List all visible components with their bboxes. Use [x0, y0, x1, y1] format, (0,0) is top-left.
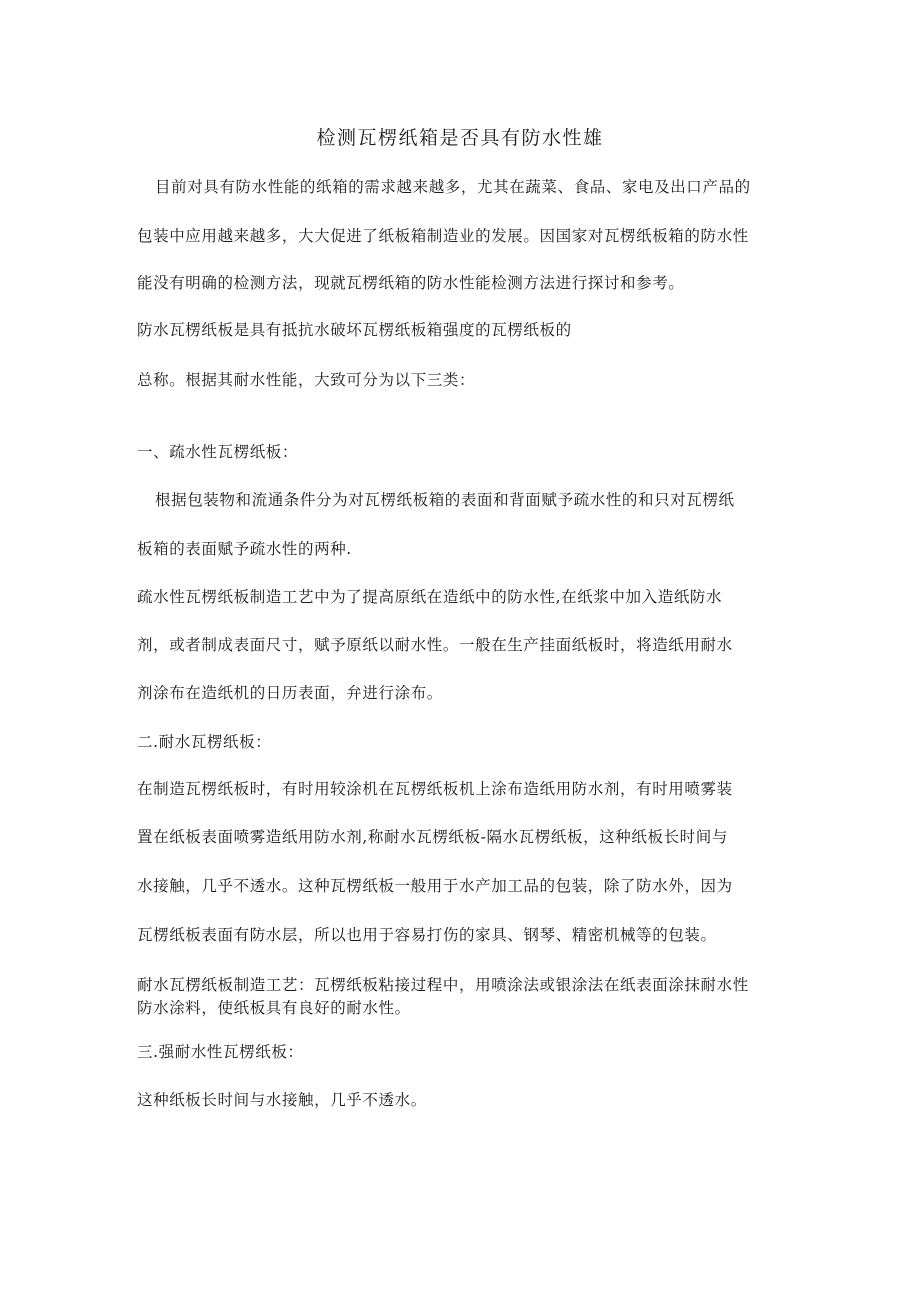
- paragraph-line: 耐水瓦楞纸板制造工艺：瓦楞纸板粘接过程中，用喷涂法或银涂法在纸表面涂抹耐水性: [137, 976, 749, 994]
- document-title: 检测瓦楞纸箱是否具有防水性雄: [316, 127, 604, 149]
- paragraph-line: 剂，或者制成表面尺寸，赋予原纸以耐水性。一般在生产挂面纸板时，将造纸用耐水: [137, 636, 733, 654]
- paragraph-line: 总称。根据其耐水性能，大致可分为以下三类：: [137, 371, 476, 389]
- section-heading-3: 三.强耐水性瓦楞纸板：: [137, 1043, 304, 1061]
- paragraph-line: 根据包装物和流通条件分为对瓦楞纸板箱的表面和背面赋予疏水性的和只对瓦楞纸: [155, 491, 735, 509]
- paragraph-line: 防水涂料，使纸板具有良好的耐水性。: [137, 999, 411, 1017]
- paragraph-line: 瓦楞纸板表面有防水层，所以也用于容易打伤的家具、钢琴、精密机械等的包装。: [137, 926, 717, 944]
- paragraph-line: 能没有明确的检测方法，现就瓦楞纸箱的防水性能检测方法进行探讨和参考。: [137, 274, 685, 292]
- paragraph-line: 置在纸板表面喷雾造纸用防水剂,称耐水瓦楞纸板-隔水瓦楞纸板，这种纸板长时间与: [137, 828, 728, 846]
- paragraph-line: 水接触，几乎不透水。这种瓦楞纸板一般用于水产加工品的包装，除了防水外，因为: [137, 877, 733, 895]
- paragraph-line: 在制造瓦楞纸板时，有时用较涂机在瓦楞纸板机上涂布造纸用防水剂，有时用喷雾装: [137, 780, 733, 798]
- paragraph-line: 防水瓦楞纸板是具有抵抗水破坏瓦楞纸板箱强度的瓦楞纸板的: [137, 321, 572, 339]
- paragraph-line: 板箱的表面赋予疏水性的两种.: [137, 540, 352, 558]
- paragraph-line: 剂涂布在造纸机的日历表面，弁进行涂布。: [137, 684, 443, 702]
- paragraph-line: 疏水性瓦楞纸板制造工艺中为了提高原纸在造纸中的防水性,在纸浆中加入造纸防水: [137, 588, 723, 606]
- section-heading-1: 一、疏水性瓦楞纸板：: [137, 443, 299, 461]
- section-heading-2: 二.耐水瓦楞纸板：: [137, 733, 272, 751]
- paragraph-line: 包装中应用越来越多，大大促进了纸板箱制造业的发展。因国家对瓦楞纸板箱的防水性: [137, 227, 749, 245]
- paragraph-line: 这种纸板长时间与水接触，几乎不透水。: [137, 1091, 427, 1109]
- paragraph-line: 目前对具有防水性能的纸箱的需求越来越多，尤其在蔬菜、食品、家电及出口产品的: [155, 178, 751, 196]
